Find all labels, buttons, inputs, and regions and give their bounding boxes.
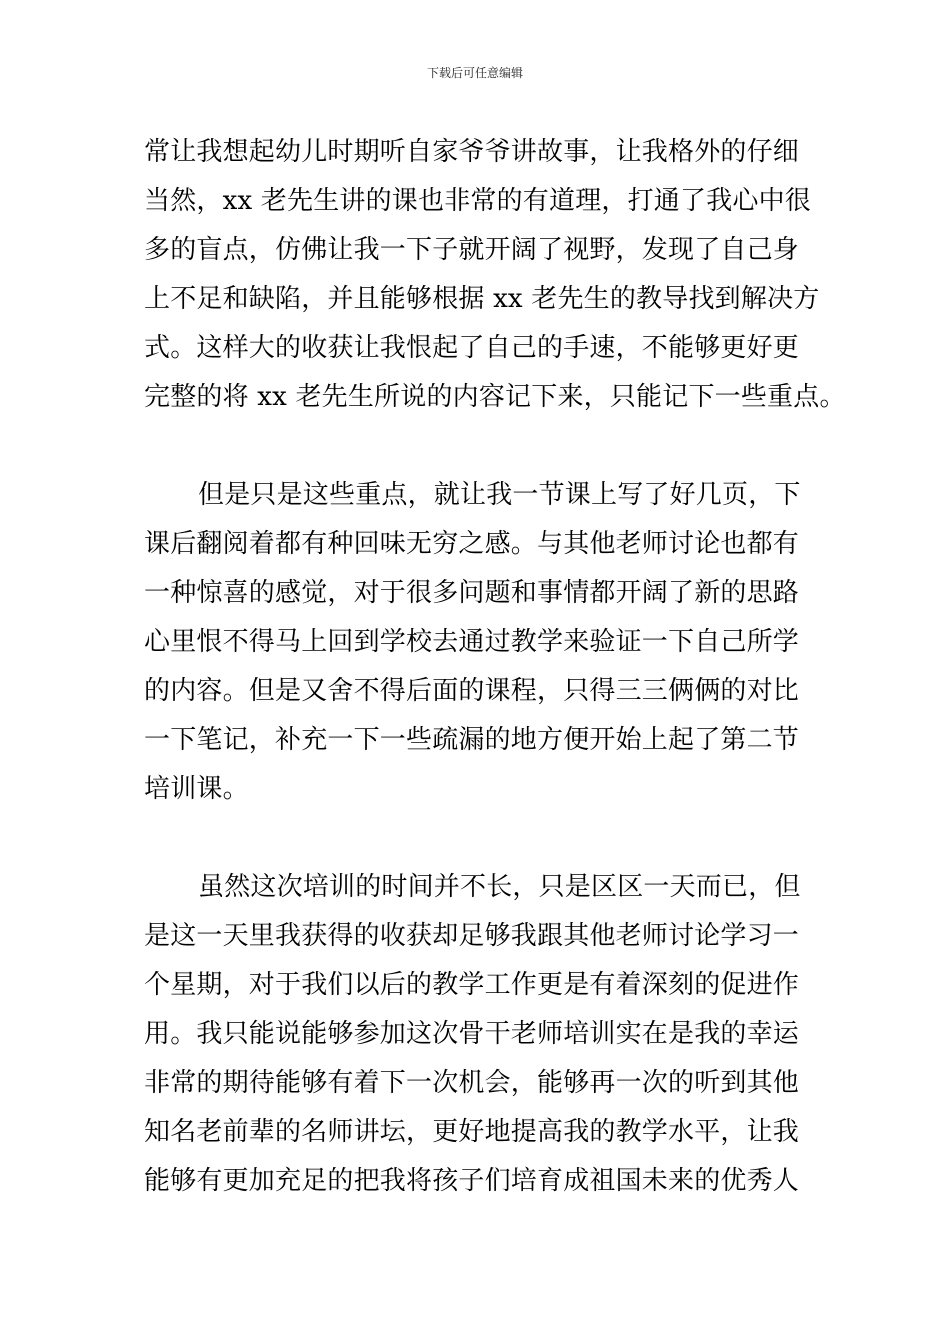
paragraph-1	[144, 128, 846, 422]
text-line: 式。这样大的收获让我恨起了自己的手速，不能够更好更	[144, 333, 800, 363]
paragraph-gap	[144, 814, 814, 863]
paragraph-2	[144, 471, 814, 814]
paragraph-3	[144, 863, 814, 1206]
text-line: 知名老前辈的名师讲坛，更好地提高我的教学水平，让我	[144, 1117, 800, 1147]
text-line: 课后翻阅着都有种回味无穷之感。与其他老师讨论也都有	[144, 529, 800, 559]
text-line: 多的盲点，仿佛让我一下子就开阔了视野，发现了自己身	[144, 235, 800, 265]
text-line: 是这一天里我获得的收获却足够我跟其他老师讨论学习一	[144, 921, 800, 951]
text-line: 心里恨不得马上回到学校去通过教学来验证一下自己所学	[144, 627, 800, 657]
text-line: 能够有更加充足的把我将孩子们培育成祖国未来的优秀人	[144, 1166, 800, 1196]
text-line: 的内容。但是又舍不得后面的课程，只得三三俩俩的对比	[144, 676, 800, 706]
text-line: 虽然这次培训的时间并不长，只是区区一天而已，但	[198, 872, 801, 902]
text-line: 常让我想起幼儿时期听自家爷爷讲故事，让我格外的仔细	[144, 137, 800, 167]
page-header: 下载后可任意编辑	[426, 66, 523, 80]
text-line: 一下笔记，补充一下一些疏漏的地方便开始上起了第二节	[144, 725, 800, 755]
text-line: 个星期，对于我们以后的教学工作更是有着深刻的促进作	[144, 970, 800, 1000]
text-line: 但是只是这些重点，就让我一节课上写了好几页，下	[198, 480, 801, 510]
text-line: 上不足和缺陷，并且能够根据 xx 老先生的教导找到解决方	[144, 284, 820, 314]
paragraph-gap	[144, 422, 814, 471]
text-line: 当然，xx 老先生讲的课也非常的有道理，打通了我心中很	[144, 186, 811, 216]
text-line: 一种惊喜的感觉，对于很多问题和事情都开阔了新的思路	[144, 578, 800, 608]
document-body	[144, 128, 846, 1206]
text-line: 非常的期待能够有着下一次机会，能够再一次的听到其他	[144, 1068, 800, 1098]
text-line: 完整的将 xx 老先生所说的内容记下来，只能记下一些重点。	[144, 382, 846, 412]
text-line: 培训课。	[144, 774, 249, 804]
text-line: 用。我只能说能够参加这次骨干老师培训实在是我的幸运	[144, 1019, 800, 1049]
